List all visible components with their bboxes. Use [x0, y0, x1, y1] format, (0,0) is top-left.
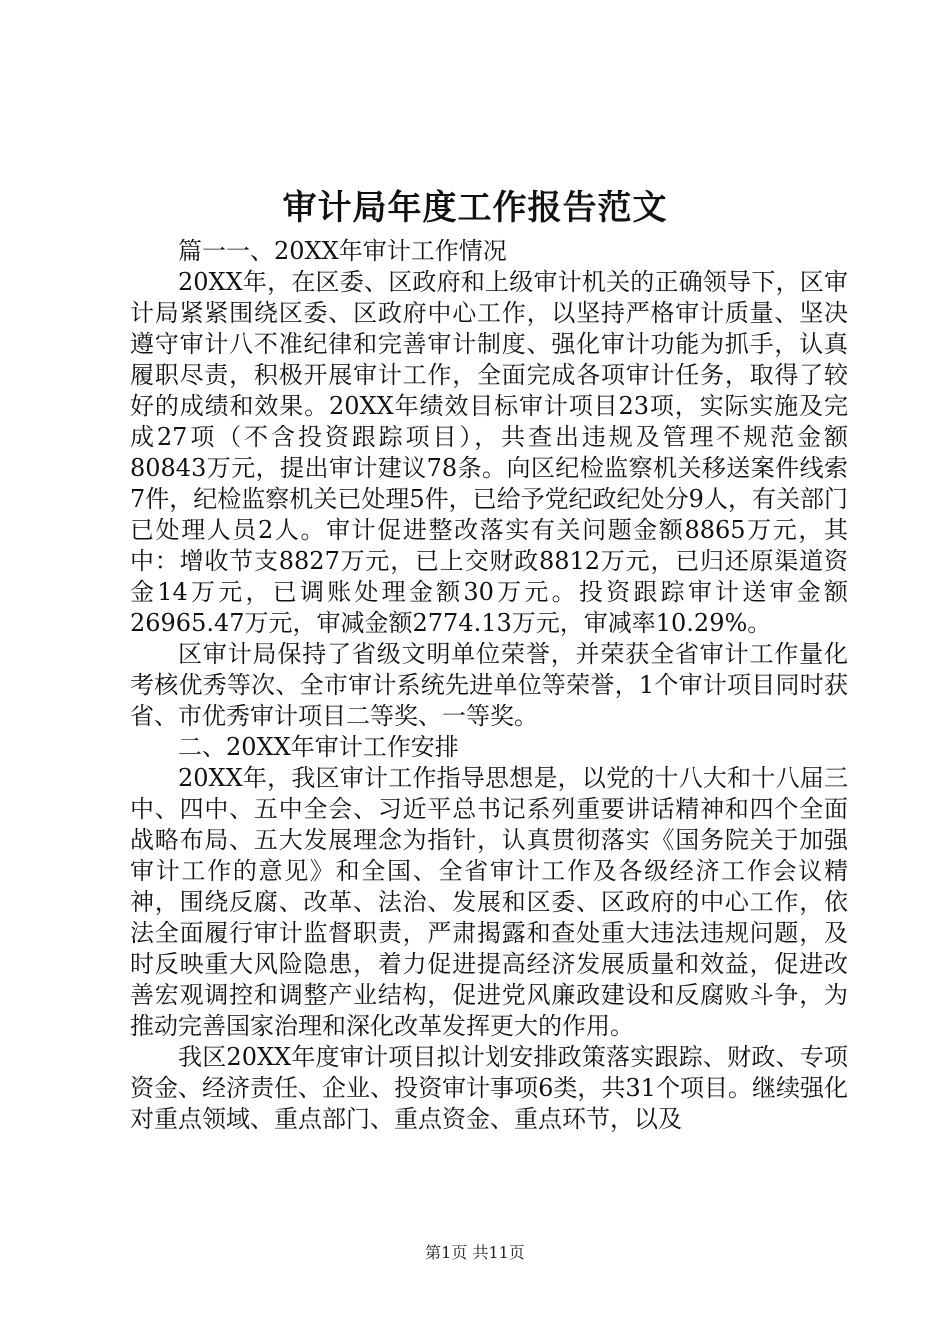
- body-paragraph: 区审计局保持了省级文明单位荣誉，并荣获全省审计工作量化考核优秀等次、全市审计系统先进单位等荣誉，1个审计项目同时获省、市优秀审计项目二等奖、一等奖。: [130, 640, 848, 730]
- body-paragraph: 20XX年，在区委、区政府和上级审计机关的正确领导下，区审计局紧紧围绕区委、区政府中心工作，以坚持严格审计质量、坚决遵守审计八不准纪律和完善审计制度、强化审计功能为抓手，认真履职尽责，积极开展审计工作，全面完成各项审计任务，取得了较好的成绩和效果。20XX年绩效目标审计项目23项，实际实施及完成27项（不含投资跟踪项目），共查出违规及管理不规范金额80843万元，提出审计建议78条。向区纪检监察机关移送案件线索7件，纪检监察机关已处理5件，已给予党纪政纪处分9人，有关部门已处理人员2人。审计促进整改落实有关问题金额8865万元，其中：增收节支8827万元，已上交财政8812万元，已归还原渠道资金14万元，已调账处理金额30万元。投资跟踪审计送审金额26965.47万元，审减金额2774.13万元，审减率10.29%。: [130, 268, 848, 637]
- document-title: 审计局年度工作报告范文: [282, 188, 668, 228]
- document-body: [130, 236, 848, 1135]
- body-paragraph: 我区20XX年度审计项目拟计划安排政策落实跟踪、财政、专项资金、经济责任、企业、投资审计事项6类，共31个项目。继续强化对重点领域、重点部门、重点资金、重点环节，以及: [130, 1043, 848, 1133]
- section-heading-2: 二、20XX年审计工作安排: [178, 733, 459, 761]
- page-footer: 第1页 共11页: [425, 1243, 525, 1262]
- body-paragraph: 20XX年，我区审计工作指导思想是，以党的十八大和十八届三中、四中、五中全会、习近平总书记系列重要讲话精神和四个全面战略布局、五大发展理念为指针，认真贯彻落实《国务院关于加强审计工作的意见》和全国、全省审计工作及各级经济工作会议精神，围绕反腐、改革、法治、发展和区委、区政府的中心工作，依法全面履行审计监督职责，严肃揭露和查处重大违法违规问题，及时反映重大风险隐患，着力促进提高经济发展质量和效益，促进改善宏观调控和调整产业结构，促进党风廉政建设和反腐败斗争，为推动完善国家治理和深化改革发挥更大的作用。: [130, 764, 848, 1040]
- section-heading-1: 篇一一、20XX年审计工作情况: [178, 237, 507, 265]
